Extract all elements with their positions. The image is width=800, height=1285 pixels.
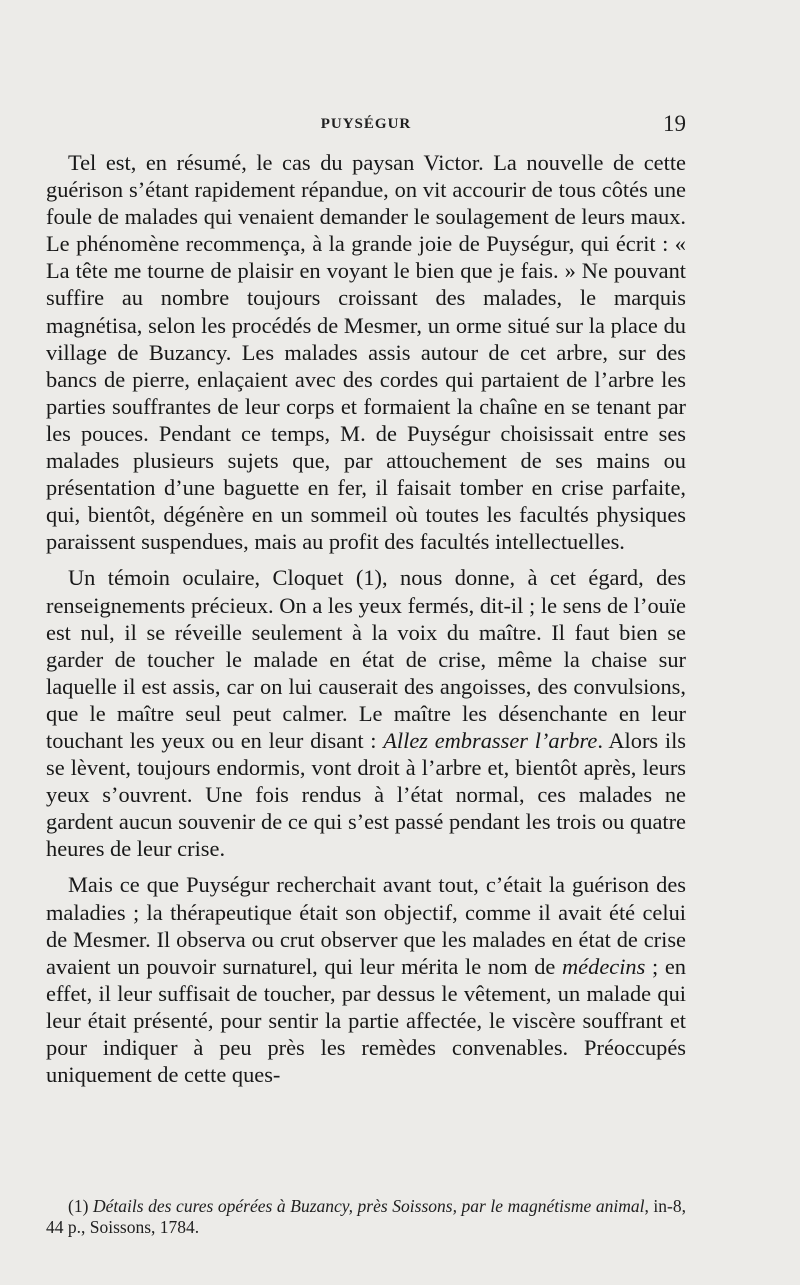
footnote [46,1196,686,1238]
italic-text-run: médecins [562,953,646,979]
page-header [46,111,686,138]
text-run: ; en effet, il leur suffisait de toucher, par dessus le vêtement, un malade qui leur était présenté, pour sentir la partie affectée, le viscère souffrant et pour indiquer à peu près les remèdes convenables. Préoccupés uniquement de cette ques- [46,953,686,1088]
footnote-details: , in-8, 44 p., Soissons, 1784. [46,1196,686,1237]
italic-text-run: Allez embrasser l’arbre [383,727,598,753]
paragraph [46,564,686,862]
text-run: Mais ce que Puységur recherchait avant tout, c’était la guérison des maladies ; la thérapeutique était son objectif, comme il avait été celui de Mesmer. Il observa ou crut observer que les malades en état de crise avaient un pouvoir surnaturel, qui leur mérita le nom de [46,872,686,979]
footnote-text [46,1196,686,1238]
text-run: Un témoin oculaire, Cloquet (1), nous donne, à cet égard, des renseignements précieux. On a les yeux fermés, dit-il ; le sens de l’ouïe est nul, il se réveille seulement à la voix du maître. Il faut bien se garder de toucher le malade en état de crise, même la chaise sur laquelle il est assis, car on lui causerait des angoisses, des convulsions, que le maître seul peut calmer. Le maître les désenchante en leur touchant les yeux ou en leur disant : [46,565,686,753]
paragraph [46,871,686,1088]
body-text [46,149,686,1097]
text-run: . Alors ils se lèvent, toujours endormis, vont droit à l’arbre et, bientôt après, leurs yeux s’ouvrent. Une fois rendus à l’état normal, ces malades ne gardent aucun souvenir de ce qui s’est passé pendant les trois ou quatre heures de leur crise. [46,727,687,862]
running-head: PUYSÉGUR [320,116,412,132]
text-run: Tel est, en résumé, le cas du paysan Victor. La nouvelle de cette guérison s’étant rapidement répandue, on vit accourir de tous côtés une foule de malades qui venaient demander le soulagement de leurs maux. Le phénomène recommença, à la grande joie de Puységur, qui écrit : « La tête me tourne de plaisir en voyant le bien que je fais. » Ne pouvant suffire au nombre toujours croissant des malades, le marquis magnétisa, selon les procédés de Mesmer, un orme situé sur la place du village de Buzancy. Les malades assis autour de cet arbre, sur des bancs de pierre, enlaçaient avec des cordes qui partaient de l’arbre les parties souffrantes de leur corps et formaient la chaîne en se tenant par les pouces. Pendant ce temps, M. de Puységur choisissait entre ses malades plusieurs sujets que, par attouchement de ses mains ou présentation d’une baguette en fer, il faisait tomber en crise parfaite, qui, bientôt, dégénère en un sommeil où toutes les facultés physiques paraissent suspendues, mais au profit des facultés intellectuelles. [46,150,686,555]
paragraph [46,149,686,555]
page-number: 19 [663,111,686,136]
footnote-title: Détails des cures opérées à Buzancy, près Soissons, par le magnétisme animal [93,1196,645,1216]
footnote-marker: (1) [68,1196,93,1216]
